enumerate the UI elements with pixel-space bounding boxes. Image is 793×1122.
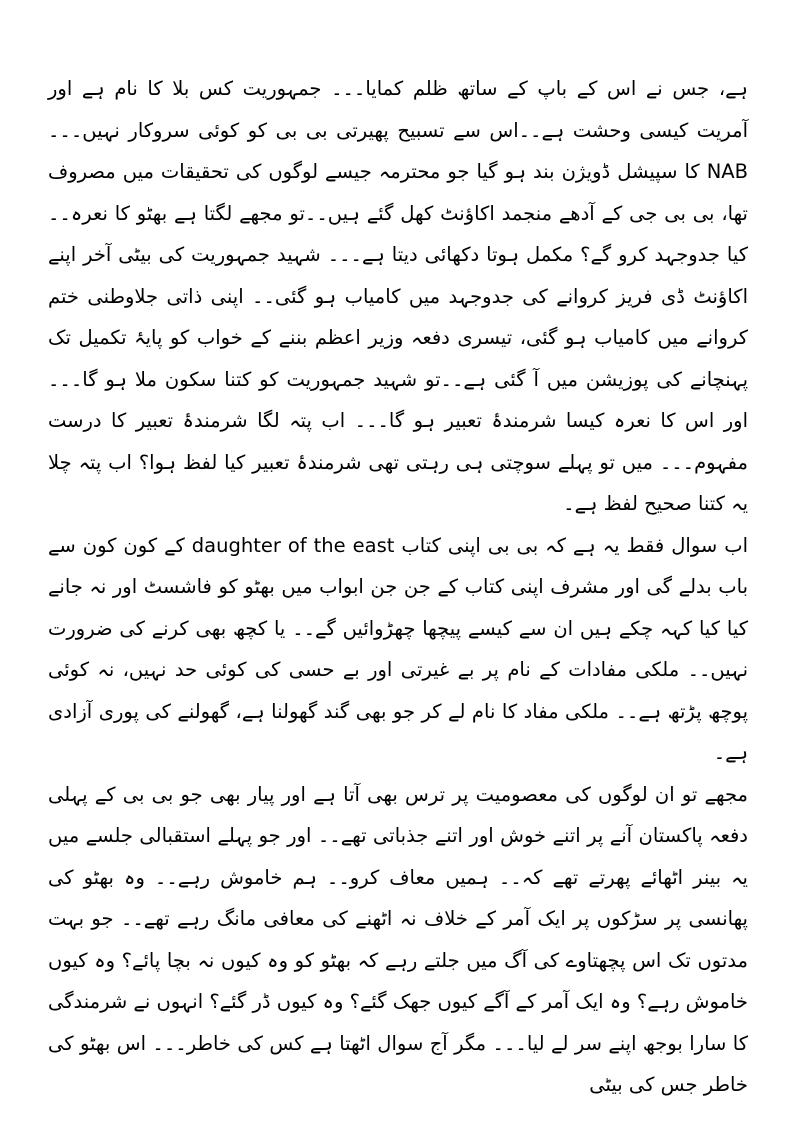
paragraph: ہے، جس نے اس کے باپ کے ساتھ ظلم کمایا۔۔۔ جمہوریت کس بلا کا نام ہے اور آمریت کیسی وحشت ہے۔۔اس سے تسبیح پھیرتی بی بی کو کوئی سروکار نہیں۔۔۔ NAB کا سپیشل ڈویژن بند ہو گیا جو محترمہ جیسے لوگوں کی تحقیقات میں مصروف تھا، بی بی جی کے آدھے منجمد اکاؤنٹ کھل گئے ہیں۔۔تو مجھے لگتا ہے بھٹو کا نعرہ۔۔ کیا جدوجہد کرو گے؟ مکمل ہوتا دکھائی دیتا ہے۔۔۔ شہید جمہوریت کی بیٹی آخر اپنے اکاؤنٹ ڈی فریز کروانے کی جدوجہد میں کامیاب ہو گئی۔۔ اپنی ذاتی جلاوطنی ختم کروانے میں کامیاب ہو گئی، تیسری دفعہ وزیر اعظم بننے کے خواب کو پایۂ تکمیل تک پہنچانے کی پوزیشن میں آ گئی ہے۔۔تو شہید جمہوریت کو کتنا سکون ملا ہو گا۔۔۔ اور اس کا نعرہ کیسا شرمندۂ تعبیر ہو گا۔۔۔ اب پتہ لگا شرمندۂ تعبیر کا درست مفہوم۔۔۔ میں تو پہلے سوچتی ہی رہتی تھی شرمندۂ تعبیر کیا لفظ ہوا؟ اب پتہ چلا یہ کتنا صحیح لفظ ہے۔ <box>48 77 748 515</box>
paragraph: مجھے تو ان لوگوں کی معصومیت پر ترس بھی آتا ہے اور پیار بھی جو بی بی کے پہلی دفعہ پاکستان آنے پر اتنے خوش اور اتنے جذباتی تھے۔۔ اور جو پہلے استقبالی جلسے میں یہ بینر اٹھائے پھرتے تھے کہ۔۔ ہمیں معاف کرو۔۔ ہم خاموش رہے۔۔ وہ بھٹو کی پھانسی پر سڑکوں پر ایک آمر کے خلاف نہ اٹھنے کی معافی مانگ رہے تھے۔۔ جو بہت مدتوں تک اس پچھتاوے کی آگ میں جلتے رہے کہ بھٹو کو وہ کیوں نہ بچا پائے؟ وہ کیوں خاموش رہے؟ وہ ایک آمر کے آگے کیوں جھک گئے؟ وہ کیوں ڈر گئے؟ انہوں نے شرمندگی کا سارا بوجھ اپنے سر لے لیا۔۔۔ مگر آج سوال اٹھتا ہے کس کی خاطر۔۔۔ اس بھٹو کی خاطر جس کی بیٹی <box>48 782 748 1096</box>
article-body <box>48 68 748 1106</box>
paragraph: اب سوال فقط یہ ہے کہ بی بی اپنی کتاب daughter of the east کے کون کون سے باب بدلے گی اور مشرف اپنی کتاب کے جن جن ابواب میں بھٹو کو فاشسٹ اور نہ جانے کیا کیا کہہ چکے ہیں ان سے کیسے پیچھا چھڑوائیں گے۔۔ یا کچھ بھی کرنے کی ضرورت نہیں۔۔ ملکی مفادات کے نام پر بے غیرتی اور بے حسی کی کوئی حد نہیں، نہ کوئی پوچھ پڑتھ ہے۔۔ ملکی مفاد کا نام لے کر جو بھی گند گھولنا ہے، گھولنے کی پوری آزادی ہے۔ <box>48 533 748 764</box>
